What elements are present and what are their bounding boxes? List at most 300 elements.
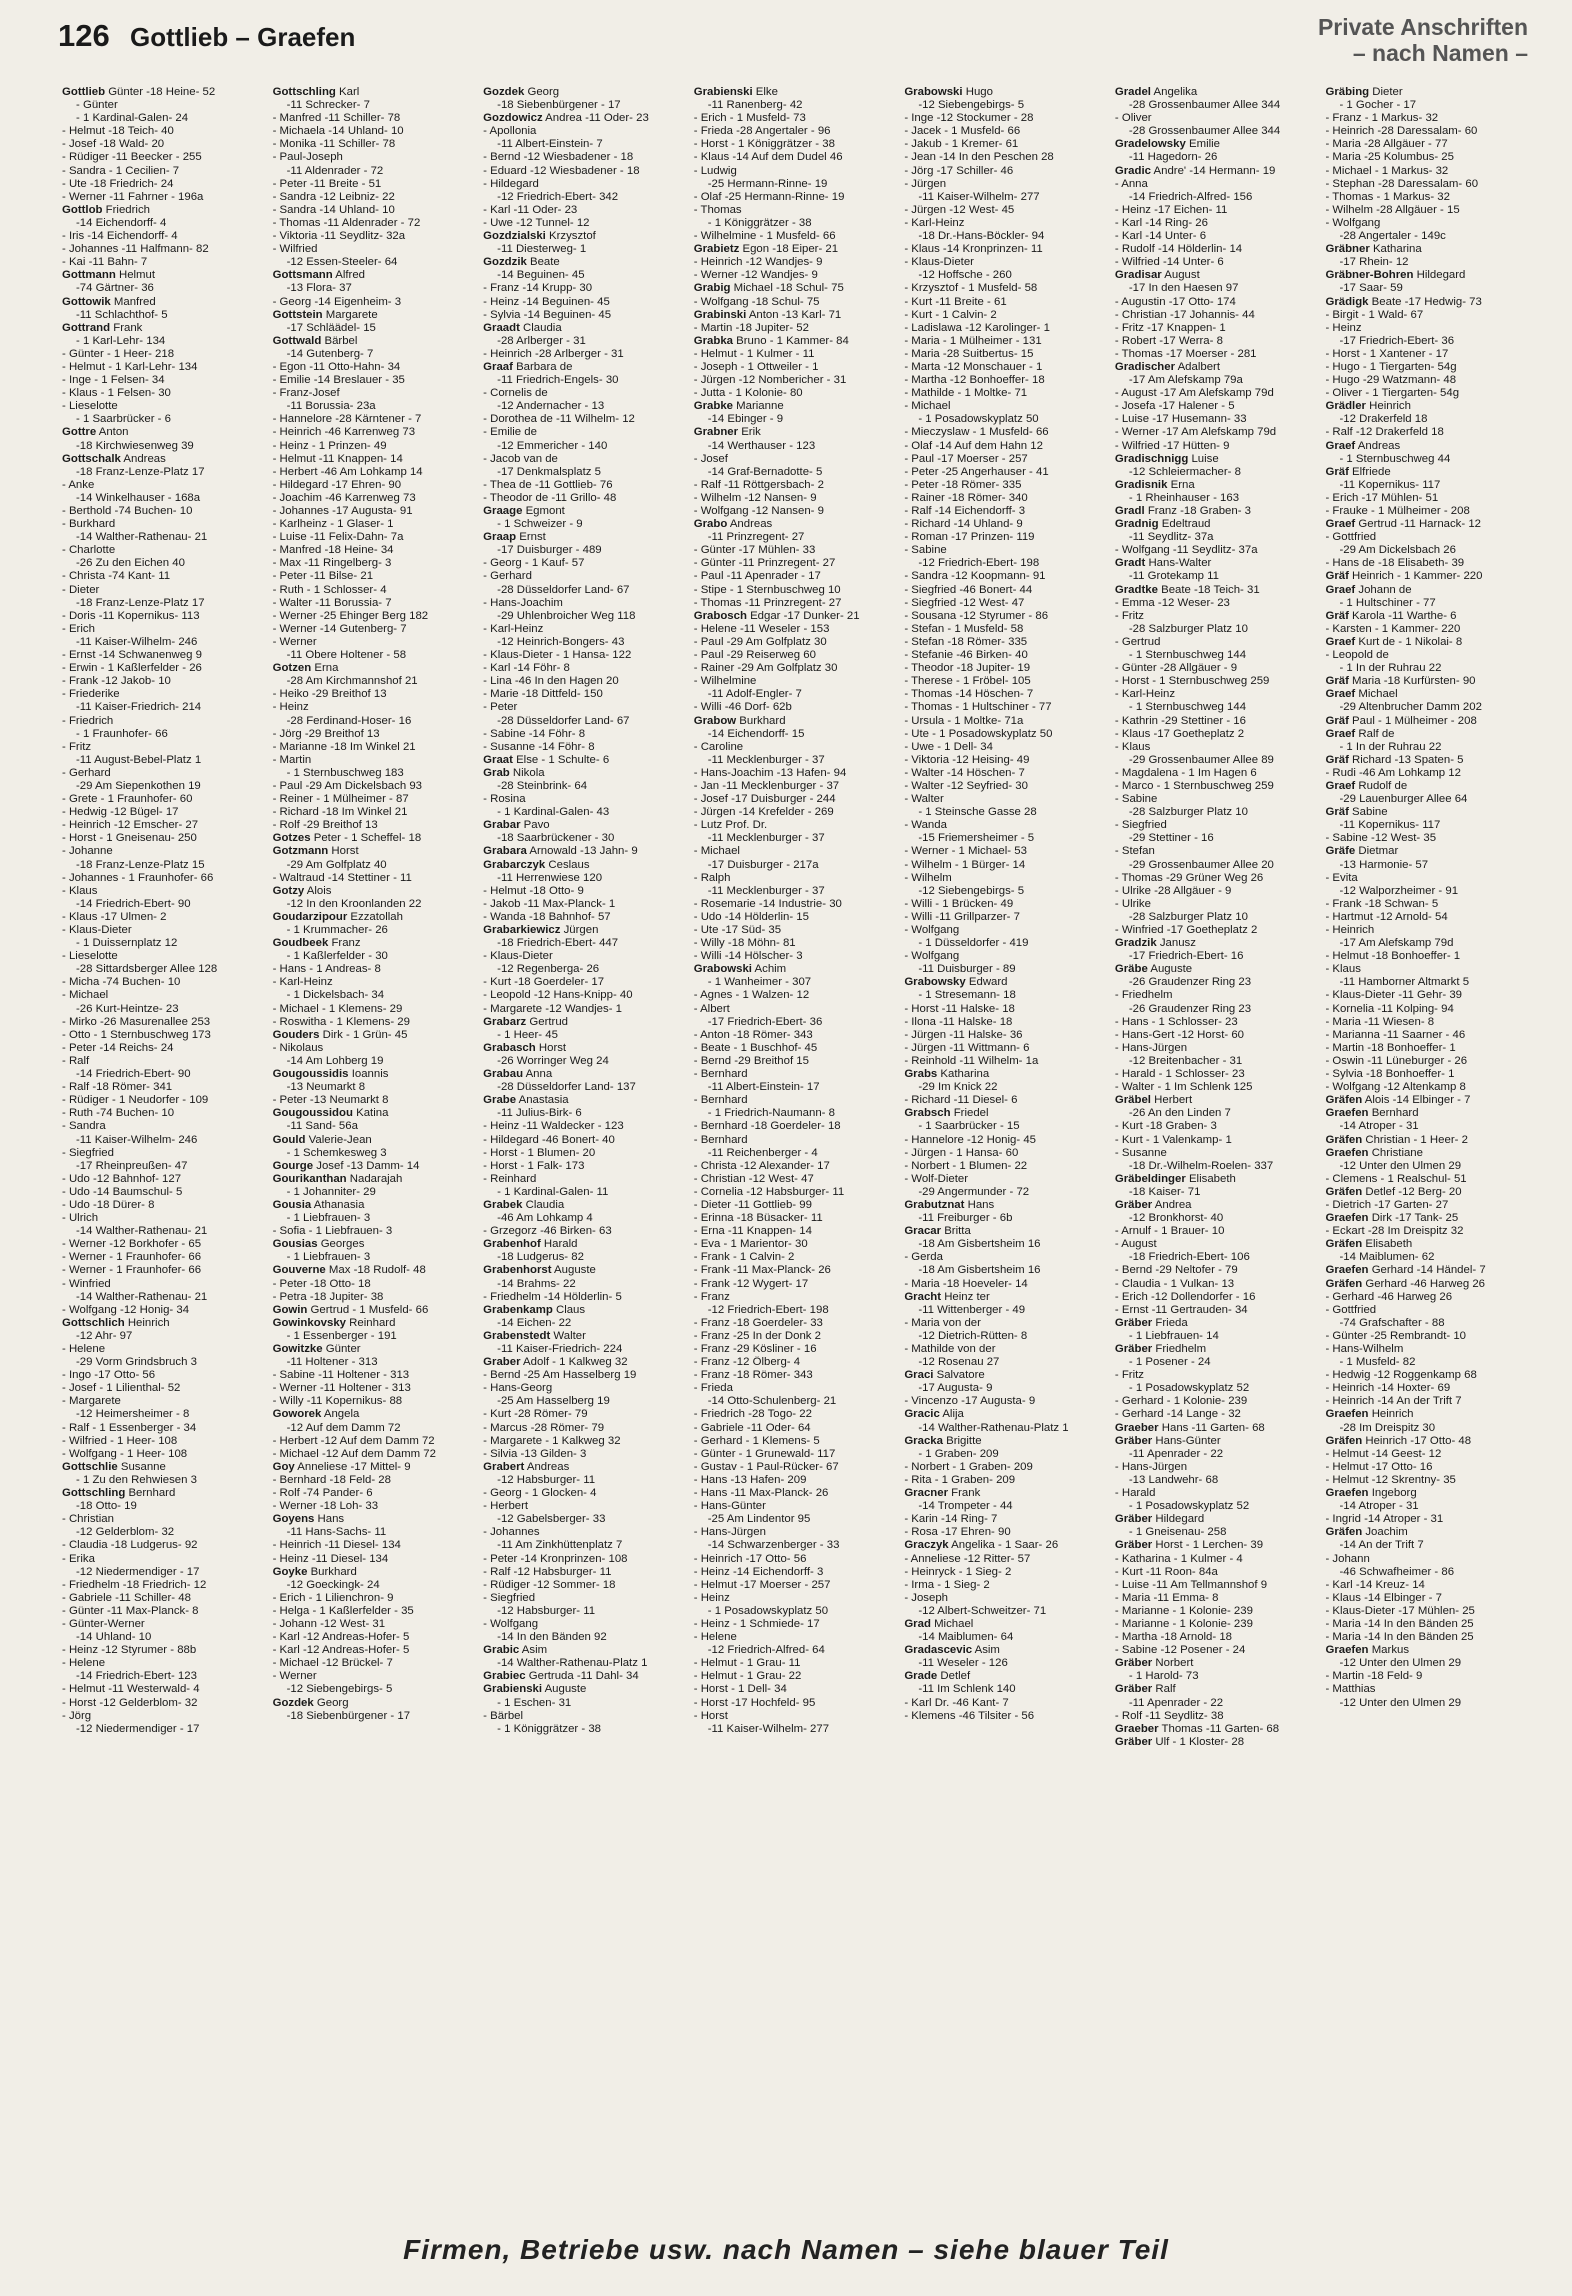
surname: Gräfe: [1325, 845, 1356, 858]
entry-text: - Helmut - 1 Kulmer - 11: [693, 347, 815, 360]
entry-text: - Martin -18 Bonhoeffer- 1: [1325, 1041, 1456, 1054]
directory-entry: [483, 570, 686, 583]
directory-entry: [483, 1081, 686, 1094]
directory-entry: [1325, 1186, 1528, 1199]
directory-entry: [62, 1199, 265, 1212]
directory-entry: [1115, 1356, 1318, 1369]
entry-text: -28 Angertaler - 149c: [1339, 230, 1446, 243]
entry-text: - Franz -18 Goerdeler- 33: [693, 1316, 823, 1329]
entry-text: -12 Regenberga- 26: [497, 963, 600, 976]
entry-text: -17 Saar- 59: [1339, 282, 1403, 295]
entry-text: -14 Werthauser - 123: [707, 439, 816, 452]
entry-text: Valerie-Jean: [305, 1133, 372, 1146]
entry-text: - Gerhard: [483, 570, 532, 583]
entry-text: - Horst - 1 Gneisenau- 250: [62, 832, 197, 845]
entry-text: -14 Eichen- 22: [497, 1316, 572, 1329]
directory-entry: [1325, 1330, 1528, 1343]
directory-entry: [694, 1278, 897, 1291]
directory-entry: [694, 1291, 897, 1304]
directory-entry: [483, 1225, 686, 1238]
entry-text: Hans -11 Garten- 68: [1158, 1421, 1265, 1434]
entry-text: - Helga - 1 Kaßlerfelder - 35: [272, 1604, 414, 1617]
surname: Gottschlich: [62, 1316, 125, 1329]
directory-entry: [1325, 1395, 1528, 1408]
entry-text: -28 Arlberger - 31: [497, 334, 586, 347]
directory-entry: [62, 413, 265, 426]
entry-text: - Werner - 1 Fraunhofer- 66: [62, 1251, 202, 1264]
entry-text: - Johanne: [62, 845, 113, 858]
entry-text: - Friedhelm: [1114, 989, 1173, 1002]
entry-text: - Erich - 1 Musfeld- 73: [693, 112, 806, 125]
entry-text: - Evita: [1325, 871, 1358, 884]
surname: Grabow: [693, 714, 737, 727]
entry-text: -18 Am Gisbertsheim 16: [918, 1238, 1041, 1251]
directory-entry: [483, 492, 686, 505]
directory-entry: [694, 243, 897, 256]
entry-text: Claus: [552, 1303, 586, 1316]
entry-text: -17 Schläädel- 15: [286, 321, 376, 334]
entry-text: - 1 Johanniter- 29: [286, 1185, 376, 1198]
entry-text: -28 Sittardsberger Allee 128: [76, 963, 218, 976]
entry-text: Edgar -17 Dunker- 21: [746, 609, 860, 622]
entry-text: Kurt de - 1 Nikolai- 8: [1355, 635, 1463, 648]
directory-entry: [273, 859, 476, 872]
entry-text: - Klaus-Dieter: [62, 924, 132, 936]
entry-text: - Jutta - 1 Kolonie- 80: [693, 387, 803, 400]
entry-text: - Ute -17 Süd- 35: [693, 924, 782, 936]
directory-entry: [62, 1212, 265, 1225]
directory-entry: [62, 1094, 265, 1107]
entry-text: -11 Am Zinkhüttenplatz 7: [497, 1539, 623, 1552]
directory-entry: [483, 1723, 686, 1736]
directory-entry: [273, 1618, 476, 1631]
surname: Gottsmann: [272, 269, 333, 282]
entry-text: -14 Beguinen- 45: [497, 269, 585, 282]
entry-text: - Albert: [693, 1002, 730, 1015]
entry-text: Christian - 1 Heer- 2: [1362, 1133, 1468, 1146]
directory-entry: [273, 1120, 476, 1133]
entry-text: - Viktoria -11 Seydlitz- 32a: [272, 230, 406, 243]
surname: Grabs: [904, 1068, 938, 1081]
directory-entry: [1325, 374, 1528, 387]
directory-entry: [694, 1710, 897, 1723]
entry-text: - Clemens - 1 Realschul- 51: [1325, 1172, 1467, 1185]
directory-entry: [62, 1016, 265, 1029]
entry-text: - Leopold de: [1325, 649, 1389, 662]
entry-text: - 1 In der Ruhrau 22: [1339, 740, 1442, 753]
directory-entry: [62, 1487, 265, 1500]
entry-text: -14 An der Trift 7: [1339, 1539, 1424, 1552]
entry-text: -17 Friedrich-Ebert- 36: [707, 1015, 823, 1028]
entry-text: - Bernhard -18 Feld- 28: [272, 1473, 391, 1486]
entry-text: - Sandra -12 Koopmann- 91: [904, 570, 1046, 583]
entry-text: -28 Steinbrink- 64: [497, 779, 588, 792]
entry-text: - Ute -18 Friedrich- 24: [62, 177, 174, 190]
entry-text: - Walter - 1 Im Schlenk 125: [1114, 1081, 1253, 1094]
directory-entry: [62, 1251, 265, 1264]
directory-entry: [694, 1042, 897, 1055]
entry-text: - Margarete: [62, 1395, 121, 1408]
directory-entry: [62, 597, 265, 610]
surname: Graef: [1325, 635, 1356, 648]
entry-text: - Hans-Jürgen: [1114, 1460, 1188, 1473]
entry-text: - Wolfgang - 1 Heer- 108: [62, 1447, 188, 1460]
directory-entry: [273, 505, 476, 518]
directory-entry: [483, 1553, 686, 1566]
directory-entry: [62, 649, 265, 662]
entry-text: - Klaus -14 Elbinger - 7: [1325, 1591, 1442, 1604]
directory-entry: [1325, 466, 1528, 479]
entry-text: Frank: [948, 1487, 981, 1500]
directory-entry: [1325, 1657, 1528, 1670]
directory-entry: [273, 570, 476, 583]
directory-entry: [1325, 859, 1528, 872]
entry-text: - Ludwig: [693, 164, 737, 177]
entry-text: Anna: [523, 1068, 553, 1081]
directory-entry: [694, 1618, 897, 1631]
entry-text: Günter: [322, 1343, 361, 1355]
entry-text: Norbert: [1152, 1657, 1194, 1670]
directory-entry: [1325, 872, 1528, 885]
directory-entry: [62, 505, 265, 518]
entry-text: - Friedhelm -14 Hölderlin- 5: [483, 1290, 622, 1303]
surname: Gottstein: [272, 308, 323, 321]
directory-entry: [1115, 741, 1318, 754]
entry-text: - Peter -11 Breite - 51: [272, 177, 382, 190]
directory-entry: [273, 1710, 476, 1723]
entry-text: - Krzysztof - 1 Musfeld- 58: [904, 282, 1038, 295]
directory-entry: [694, 741, 897, 754]
entry-text: - 1 Kardinal-Galen- 11: [497, 1185, 609, 1198]
entry-text: Sabine: [1348, 806, 1388, 819]
directory-entry: [904, 793, 1107, 806]
directory-entry: [904, 1448, 1107, 1461]
directory-entry: [483, 138, 686, 151]
directory-entry: [273, 1291, 476, 1304]
entry-text: -14 Uhland- 10: [76, 1631, 152, 1644]
directory-entry: [62, 322, 265, 335]
directory-entry: [694, 178, 897, 191]
entry-text: - Heinz: [693, 1591, 730, 1604]
directory-entry: [694, 1513, 897, 1526]
entry-text: - Oliver: [1114, 112, 1152, 125]
entry-text: -14 Winkelhauser - 168a: [76, 491, 201, 504]
entry-text: - Georg - 1 Glocken- 4: [483, 1487, 597, 1500]
directory-entry: [904, 361, 1107, 374]
directory-entry: [694, 1264, 897, 1277]
directory-entry: [1115, 675, 1318, 688]
directory-entry: [483, 151, 686, 164]
entry-text: - 1 Harold- 73: [1128, 1670, 1199, 1683]
entry-text: - Maria - 1 Mülheimer - 131: [904, 334, 1042, 347]
entry-text: - Josefa -17 Halener - 5: [1114, 400, 1235, 413]
directory-entry: [273, 950, 476, 963]
directory-entry: [273, 1592, 476, 1605]
entry-text: - Ernst -11 Gertrauden- 34: [1114, 1303, 1248, 1316]
entry-text: - Klemens -46 Tilsiter - 56: [904, 1709, 1035, 1722]
directory-entry: [1325, 570, 1528, 583]
directory-entry: [273, 309, 476, 322]
entry-text: - Paul -29 Reiserweg 60: [693, 649, 816, 662]
directory-entry: [694, 204, 897, 217]
directory-entry: [904, 374, 1107, 387]
entry-text: - 1 Stresemann- 18: [918, 989, 1016, 1002]
directory-entry: [273, 924, 476, 937]
directory-entry: [273, 688, 476, 701]
surname: Grabinski: [693, 308, 747, 321]
entry-text: - Bernhard -18 Goerdeler- 18: [693, 1120, 841, 1133]
entry-text: - Siegfried -46 Bonert- 44: [904, 583, 1033, 596]
entry-text: - 1 Graben- 209: [918, 1447, 999, 1460]
entry-text: - Michael: [904, 400, 951, 413]
entry-text: - Hans - 1 Schlosser- 23: [1114, 1015, 1238, 1028]
directory-entry: [904, 1644, 1107, 1657]
entry-text: -11 Seydlitz- 37a: [1128, 531, 1214, 544]
entry-text: -12 Friedrich-Ebert- 198: [918, 557, 1040, 570]
entry-text: -11 Kopernikus- 117: [1339, 478, 1441, 491]
entry-text: - Ilona -11 Halske- 18: [904, 1015, 1013, 1028]
entry-text: - Micha -74 Buchen- 10: [62, 976, 181, 989]
entry-text: Asim: [519, 1644, 548, 1657]
entry-text: - Rainer -18 Römer- 340: [904, 491, 1028, 504]
directory-entry: [62, 793, 265, 806]
entry-text: -11 Im Schlenk 140: [918, 1683, 1016, 1696]
directory-entry: [904, 1186, 1107, 1199]
entry-text: - Bernd -29 Breithof 15: [693, 1054, 809, 1067]
entry-text: - Karl-Heinz: [1114, 688, 1176, 701]
directory-entry: [1115, 636, 1318, 649]
entry-text: - Erika: [62, 1552, 95, 1565]
surname: Grabowsky: [904, 976, 966, 989]
entry-text: - Werner - 1 Fraunhofer- 66: [62, 1264, 202, 1277]
entry-text: - Michael - 1 Klemens- 29: [272, 1002, 403, 1015]
entry-text: - Helmut -12 Skrentny- 35: [1325, 1473, 1456, 1486]
entry-text: -11 Mecklenburger - 37: [707, 884, 825, 897]
entry-text: -26 An den Linden 7: [1128, 1107, 1231, 1120]
directory-entry: [1325, 348, 1528, 361]
directory-entry: [273, 1631, 476, 1644]
entry-text: - Stipe - 1 Sternbuschweg 10: [693, 583, 841, 596]
entry-text: - Erich - 1 Lilienchron- 9: [272, 1591, 394, 1604]
entry-text: Max -18 Rudolf- 48: [325, 1264, 426, 1277]
entry-text: - Cornelis de: [483, 387, 548, 400]
entry-text: - Christa -74 Kant- 11: [62, 570, 171, 583]
directory-entry: [904, 715, 1107, 728]
entry-text: Gertrud: [526, 1015, 568, 1028]
entry-text: - 1 Steinsche Gasse 28: [918, 806, 1037, 819]
entry-text: -12 Rosenau 27: [918, 1356, 1000, 1369]
entry-text: - Winfried: [62, 1277, 111, 1290]
directory-entry: [1325, 151, 1528, 164]
entry-text: -18 Dr.-Wilhelm-Roelen- 337: [1128, 1159, 1274, 1172]
entry-text: - Willy -11 Kopernikus- 88: [272, 1395, 403, 1408]
directory-entry: [1325, 1356, 1528, 1369]
entry-text: - Winfried -17 Goetheplatz 2: [1114, 924, 1258, 936]
directory-entry: [483, 1343, 686, 1356]
entry-text: Karola -11 Warthe- 6: [1348, 609, 1457, 622]
entry-text: - Peter -14 Reichs- 24: [62, 1041, 174, 1054]
section-title-line1: Private Anschriften: [1317, 14, 1528, 40]
entry-text: - Peter -14 Kronprinzen- 108: [483, 1552, 628, 1565]
entry-text: - Christa -12 Alexander- 17: [693, 1159, 830, 1172]
entry-text: - Claudia -18 Ludgerus- 92: [62, 1539, 198, 1552]
entry-text: - Rolf -74 Pander- 6: [272, 1487, 373, 1500]
directory-entry: [62, 898, 265, 911]
directory-entry: [904, 1356, 1107, 1369]
directory-entry: [694, 1683, 897, 1696]
directory-entry: [904, 348, 1107, 361]
entry-text: -12 Essen-Steeler- 64: [286, 256, 398, 269]
entry-text: - Wilhelm - 1 Bürger- 14: [904, 858, 1026, 871]
entry-text: -14 Otto-Schulenberg- 21: [707, 1395, 837, 1408]
directory-entry: [904, 1212, 1107, 1225]
entry-text: - Marianne -18 Im Winkel 21: [272, 740, 416, 753]
entry-text: Horst: [328, 845, 359, 858]
surname: Grabienski: [693, 86, 753, 98]
entry-text: - 1 Gneisenau- 258: [1128, 1526, 1227, 1539]
entry-text: - Rüdiger -12 Sommer- 18: [483, 1578, 616, 1591]
directory-entry: [62, 1474, 265, 1487]
entry-text: - Doris -11 Kopernikus- 113: [62, 609, 200, 622]
directory-entry: [904, 426, 1107, 439]
entry-text: - 1 Kardinal-Galen- 43: [497, 806, 610, 819]
entry-text: -11 Albert-Einstein- 7: [497, 138, 603, 151]
surname: Goyens: [272, 1513, 315, 1526]
directory-entry: [273, 1343, 476, 1356]
entry-text: - 1 Schemkesweg 3: [286, 1146, 387, 1159]
directory-entry: [904, 1107, 1107, 1120]
directory-entry: [904, 1513, 1107, 1526]
directory-entry: [1115, 309, 1318, 322]
directory-entry: [694, 1304, 897, 1317]
directory-entry: [694, 1657, 897, 1670]
directory-entry: [904, 597, 1107, 610]
directory-entry: [904, 125, 1107, 138]
directory-entry: [62, 845, 265, 858]
entry-text: - Bernd -25 Am Hasselberg 19: [483, 1369, 637, 1382]
entry-text: -11 Aldenrader - 72: [286, 164, 384, 177]
directory-entry: [904, 322, 1107, 335]
entry-text: - Emilie de: [483, 426, 537, 439]
entry-text: - Siegfried -12 West- 47: [904, 596, 1025, 609]
directory-entry: [694, 466, 897, 479]
directory-entry: [62, 1107, 265, 1120]
directory-entry: [694, 86, 897, 99]
entry-text: - Ralf -14 Eichendorff- 3: [904, 505, 1026, 517]
directory-entry: [483, 1461, 686, 1474]
entry-text: - Werner - 1 Michael- 53: [904, 845, 1027, 858]
directory-entry: [62, 1225, 265, 1238]
surname: Gräber: [1114, 1683, 1153, 1696]
directory-entry: [273, 662, 476, 675]
entry-text: - Gerhard -46 Harweg 26: [1325, 1290, 1453, 1303]
surname: Graber: [483, 1356, 521, 1369]
directory-entry: [62, 1369, 265, 1382]
directory-entry: [62, 1618, 265, 1631]
entry-text: Brigitte: [942, 1434, 982, 1447]
entry-text: - Ralf: [62, 1054, 90, 1067]
directory-entry: [694, 950, 897, 963]
directory-entry: [62, 1317, 265, 1330]
surname: Graef: [1325, 779, 1356, 792]
entry-text: - Cornelia -12 Habsburger- 11: [693, 1185, 845, 1198]
entry-text: - Wolf-Dieter: [904, 1172, 969, 1185]
entry-text: -28 Salzburger Platz 10: [1128, 910, 1248, 923]
entry-text: - Ralf - 1 Essenberger - 34: [62, 1421, 197, 1434]
directory-entry: [904, 911, 1107, 924]
directory-entry: [62, 806, 265, 819]
directory-entry: [904, 1055, 1107, 1068]
directory-entry: [1115, 544, 1318, 557]
surname: Gradelowsky: [1114, 138, 1186, 151]
entry-text: - Kurt - 1 Calvin- 2: [904, 308, 997, 321]
entry-text: Angela: [321, 1408, 360, 1421]
entry-text: -18 Kaiser- 71: [1128, 1185, 1201, 1198]
entry-text: Elisabeth: [1362, 1238, 1413, 1251]
entry-text: -12 Friedrich-Alfred- 64: [707, 1644, 825, 1657]
entry-text: -13 Harmonie- 57: [1339, 858, 1429, 871]
directory-entry: [694, 1697, 897, 1710]
directory-entry: [904, 191, 1107, 204]
entry-text: Anneliese -17 Mittel- 9: [294, 1460, 411, 1473]
directory-entry: [1115, 1278, 1318, 1291]
page-number: 126: [58, 18, 110, 53]
directory-entry: [694, 453, 897, 466]
directory-entry: [273, 1278, 476, 1291]
surname: Grabe: [483, 1094, 517, 1107]
entry-text: - Susanne -14 Föhr- 8: [483, 740, 595, 753]
entry-text: Gerhard -14 Händel- 7: [1368, 1264, 1486, 1277]
directory-entry: [62, 243, 265, 256]
entry-text: - Horst - 1 Xantener - 17: [1325, 347, 1449, 360]
surname: Grabowski: [693, 963, 752, 976]
directory-entry: [273, 557, 476, 570]
surname: Gräf: [1325, 806, 1349, 819]
directory-entry: [483, 885, 686, 898]
entry-text: Heinrich: [1366, 400, 1411, 413]
surname: Grabarz: [483, 1015, 527, 1028]
entry-text: - Lutz Prof. Dr.: [693, 819, 768, 832]
entry-text: -29 Grossenbaumer Allee 89: [1128, 753, 1274, 766]
surname: Goyke: [272, 1565, 308, 1578]
directory-entry: [273, 138, 476, 151]
directory-entry: [1115, 924, 1318, 937]
directory-entry: [904, 885, 1107, 898]
entry-text: - Johann -12 West- 31: [272, 1617, 386, 1630]
entry-text: Athanasia: [311, 1198, 365, 1211]
directory-entry: [694, 1107, 897, 1120]
entry-text: - Helmut - 1 Grau- 11: [693, 1657, 801, 1670]
directory-entry: [1115, 492, 1318, 505]
directory-entry: [694, 230, 897, 243]
directory-entry: [694, 728, 897, 741]
directory-entry: [1325, 1042, 1528, 1055]
directory-entry: [1115, 989, 1318, 1002]
entry-text: - Anna: [1114, 177, 1148, 190]
surname: Gräf: [1325, 675, 1349, 688]
directory-entry: [694, 1723, 897, 1736]
directory-entry: [1115, 1120, 1318, 1133]
entry-text: - Matthias: [1325, 1683, 1376, 1696]
directory-entry: [694, 1173, 897, 1186]
surname: Goworek: [272, 1408, 322, 1421]
entry-text: - Udo -18 Dürer- 8: [62, 1198, 155, 1211]
entry-text: - Wilfried -14 Unter- 6: [1114, 256, 1224, 269]
entry-text: -18 Am Gisbertsheim 16: [918, 1264, 1041, 1277]
directory-entry: [694, 1474, 897, 1487]
directory-entry: [483, 1382, 686, 1395]
surname: Gräber: [1114, 1343, 1153, 1355]
